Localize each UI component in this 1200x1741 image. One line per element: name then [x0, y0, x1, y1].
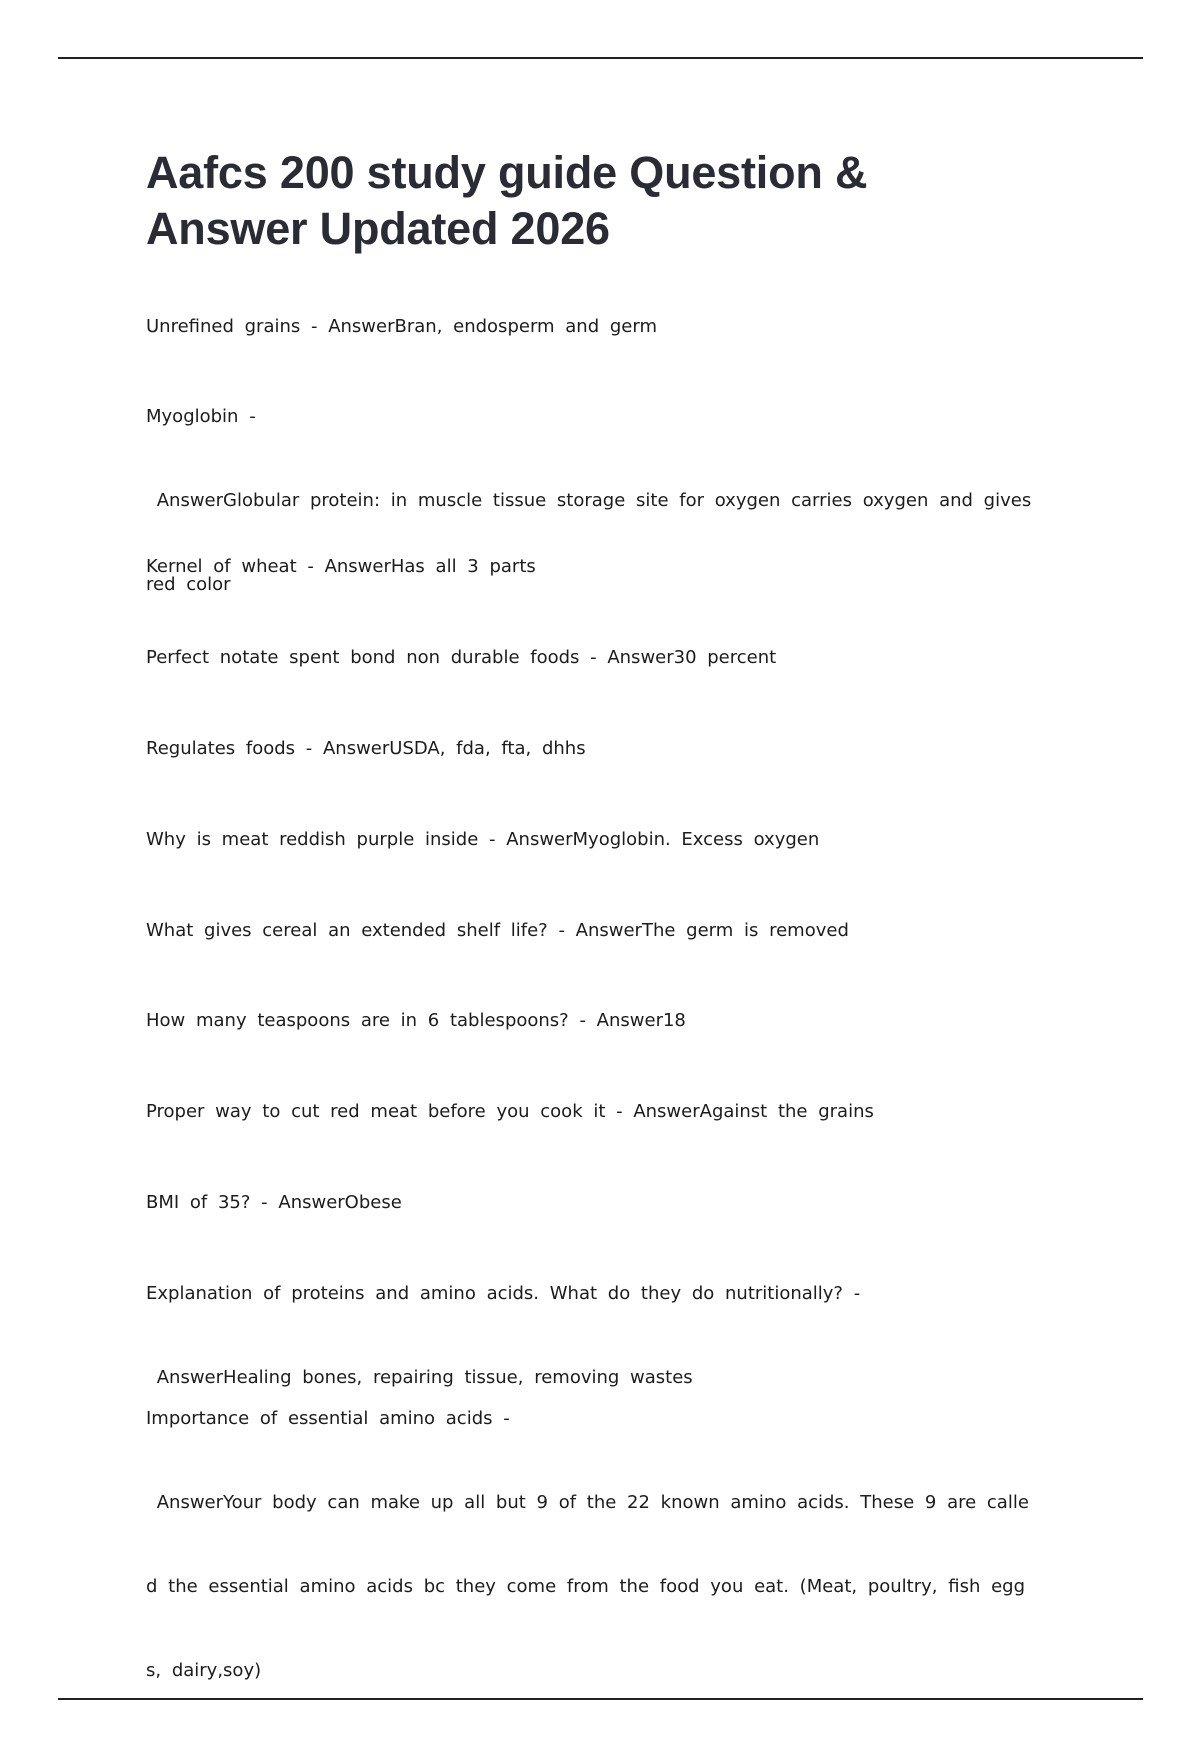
qa-line: Why is meat reddish purple inside - AnswerMyoglobin. Excess oxygen — [146, 829, 820, 850]
qa-line: Unrefined grains - AnswerBran, endosperm and germ — [146, 316, 657, 337]
qa-line: red color — [146, 574, 231, 595]
qa-line: Explanation of proteins and amino acids. What do they do nutritionally? - — [146, 1283, 861, 1304]
title-line-2: Answer Updated 2026 — [146, 203, 610, 254]
qa-line: Regulates foods - AnswerUSDA, fda, fta, dhhs — [146, 738, 586, 759]
qa-line: BMI of 35? - AnswerObese — [146, 1192, 402, 1213]
qa-line: What gives cereal an extended shelf life? - AnswerThe germ is removed — [146, 920, 849, 941]
top-rule — [58, 57, 1143, 59]
qa-line: d the essential amino acids bc they come from the food you eat. (Meat, poultry, fish egg — [146, 1576, 1026, 1597]
qa-line: AnswerHealing bones, repairing tissue, removing wastes — [146, 1367, 693, 1388]
title-line-1: Aafcs 200 study guide Question & — [146, 147, 868, 198]
qa-line: Myoglobin - — [146, 406, 256, 427]
qa-line: Kernel of wheat - AnswerHas all 3 parts — [146, 556, 536, 577]
qa-line: AnswerYour body can make up all but 9 of the 22 known amino acids. These 9 are calle — [146, 1492, 1029, 1513]
qa-line: Importance of essential amino acids - — [146, 1408, 510, 1429]
qa-line: Perfect notate spent bond non durable foods - Answer30 percent — [146, 647, 777, 668]
document-body — [146, 145, 1066, 1681]
qa-line: AnswerGlobular protein: in muscle tissue storage site for oxygen carries oxygen and gives — [146, 490, 1032, 511]
qa-line: s, dairy,soy) — [146, 1660, 262, 1681]
qa-line: Proper way to cut red meat before you cook it - AnswerAgainst the grains — [146, 1101, 874, 1122]
document-title — [146, 145, 1066, 257]
qa-line: How many teaspoons are in 6 tablespoons? - Answer18 — [146, 1010, 686, 1031]
qa-item — [146, 1349, 1066, 1741]
